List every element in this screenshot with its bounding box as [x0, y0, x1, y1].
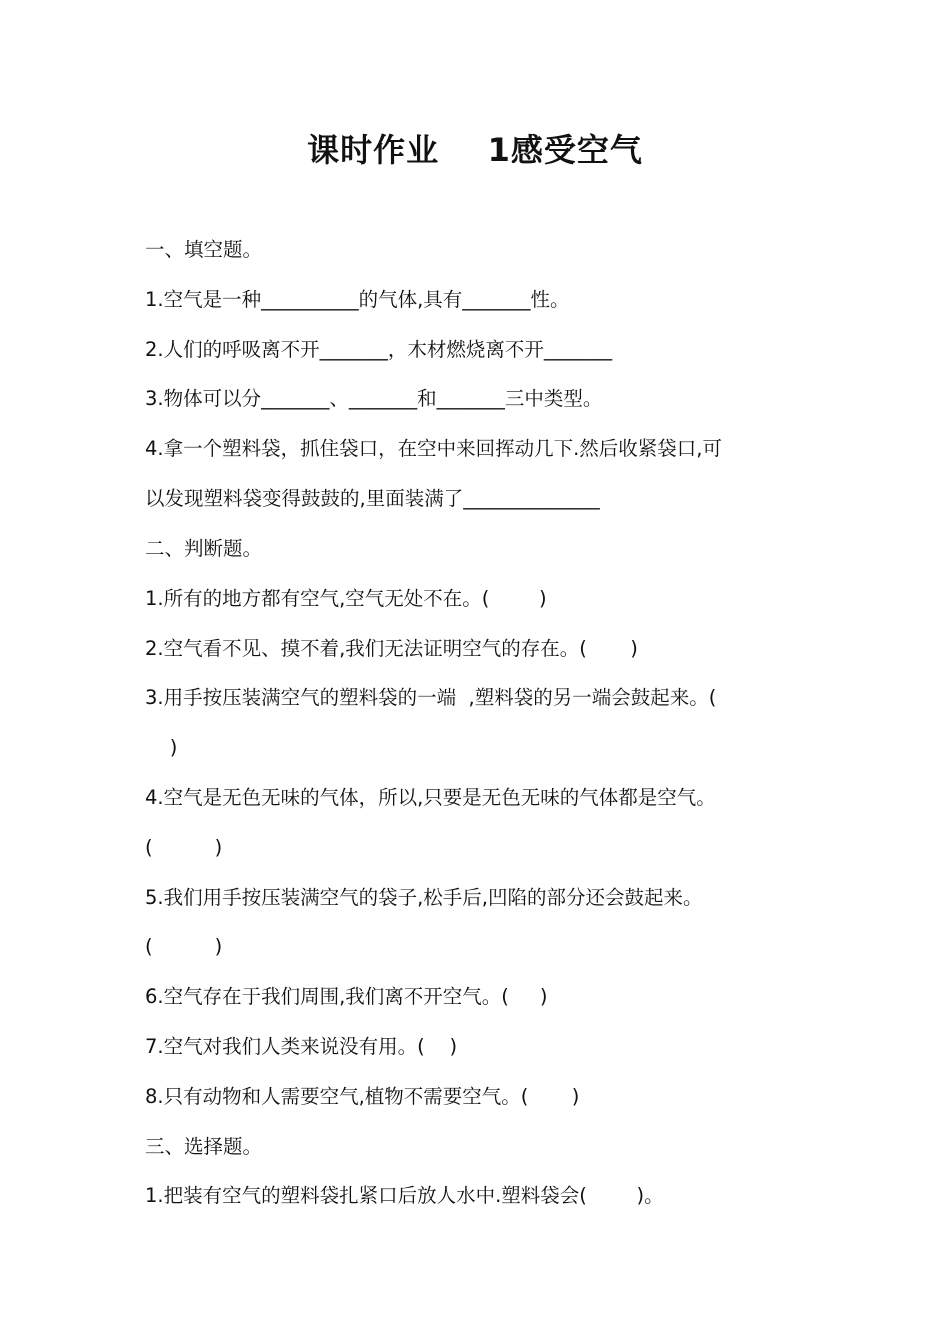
question-line: 以发现塑料袋变得鼓鼓的,里面装满了______________ [145, 487, 600, 510]
question-line: 2.人们的呼吸离不开_______，木材燃烧离不开_______ [145, 338, 613, 361]
question-line: 2.空气看不见、摸不着,我们无法证明空气的存在。( ) [145, 637, 638, 660]
question-line: 4.拿一个塑料袋，抓住袋口，在空中来回挥动几下.然后收紧袋口,可 [145, 437, 723, 460]
question-line: 7.空气对我们人类来说没有用。( ) [145, 1035, 458, 1058]
question-line: 8.只有动物和人需要空气,植物不需要空气。( ) [145, 1085, 580, 1108]
question-line: 1.空气是一种__________的气体,具有_______性。 [145, 288, 570, 311]
section-heading-multiple-choice: 三、选择题。 [145, 1135, 263, 1158]
section-heading-true-false: 二、判断题。 [145, 537, 263, 560]
question-line: 6.空气存在于我们周围,我们离不开空气。( ) [145, 985, 548, 1008]
question-line: 3.用手按压装满空气的塑料袋的一端 ,塑料袋的另一端会鼓起来。( [145, 686, 717, 709]
question-line: ( ) [145, 836, 223, 859]
page-title: 课时作业 1感受空气 [307, 131, 643, 169]
question-line: 1.把装有空气的塑料袋扎紧口后放人水中.塑料袋会( )。 [145, 1184, 664, 1207]
section-heading-fill-in: 一、填空题。 [145, 238, 263, 261]
question-line: 1.所有的地方都有空气,空气无处不在。( ) [145, 587, 547, 610]
question-line: ( ) [145, 935, 223, 958]
question-line: 3.物体可以分_______、_______和_______三中类型。 [145, 387, 603, 410]
question-line: ) [145, 736, 178, 759]
question-line: 4.空气是无色无味的气体，所以,只要是无色无味的气体都是空气。 [145, 786, 716, 809]
question-line: 5.我们用手按压装满空气的袋子,松手后,凹陷的部分还会鼓起来。 [145, 886, 703, 909]
